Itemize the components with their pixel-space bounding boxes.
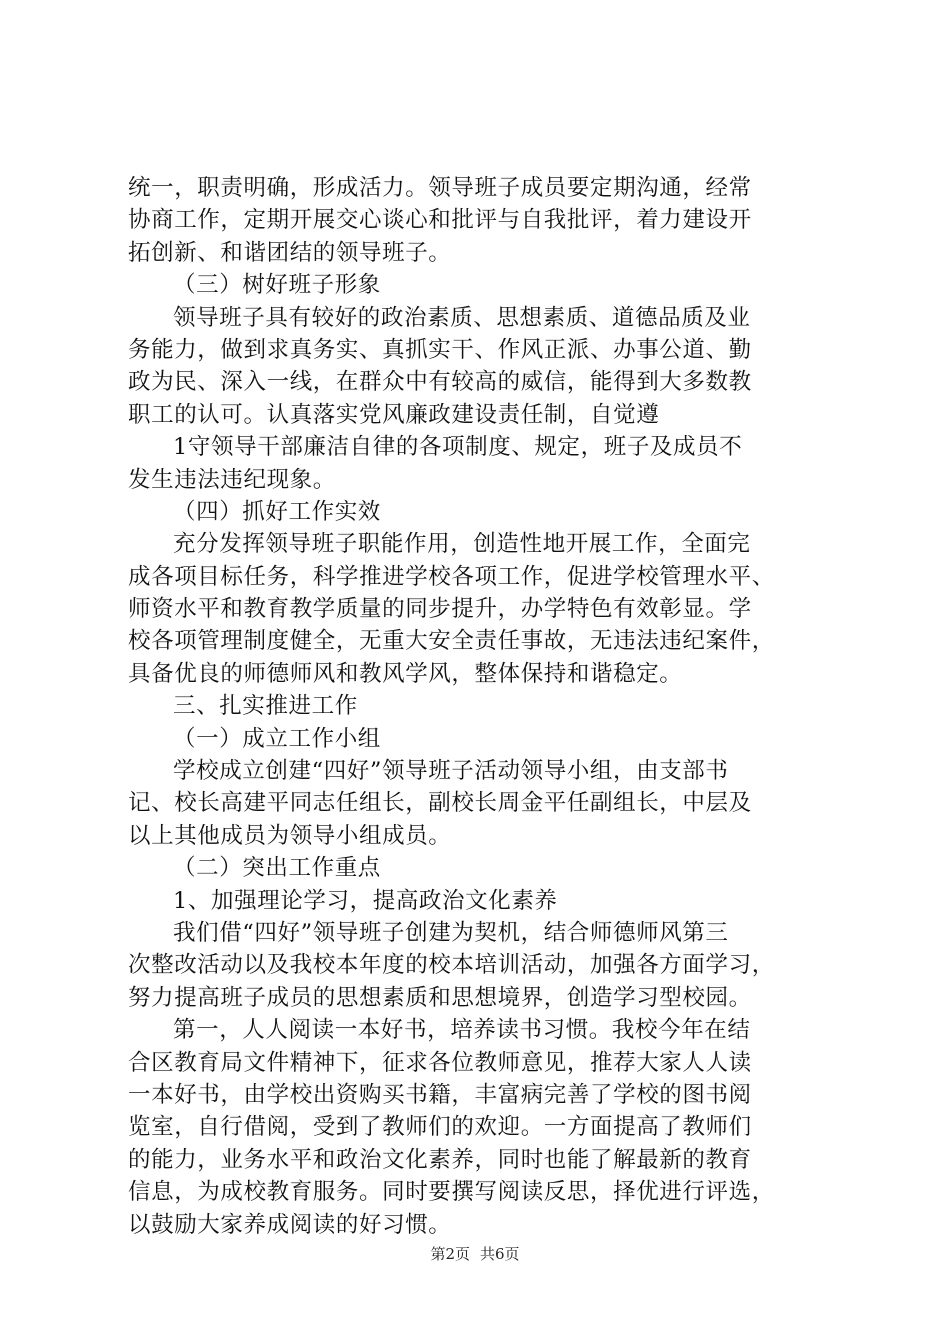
body-text-line: （一）成立工作小组 — [173, 725, 381, 752]
body-text-line: 合区教育局文件精神下，征求各位教师意见，推荐大家人人读 — [128, 1049, 752, 1076]
body-text-line: 发生违法违纪现象。 — [128, 466, 336, 493]
body-text-line: 职工的认可。认真落实党风廉政建设责任制，自觉遵 — [128, 401, 660, 428]
body-text-line: 领导班子具有较好的政治素质、思想素质、道德品质及业 — [173, 304, 751, 331]
body-text-line: 学校成立创建“四好”领导班子活动领导小组，由支部书 — [173, 758, 729, 785]
body-text-line: 1守领导干部廉洁自律的各项制度、规定，班子及成员不 — [173, 434, 743, 461]
page-footer — [0, 1243, 950, 1264]
body-text-line: 具备优良的师德师风和教风学风，整体保持和谐稳定。 — [128, 660, 683, 687]
body-text-line: 努力提高班子成员的思想素质和思想境界，创造学习型校园。 — [128, 984, 752, 1011]
body-text-line: （四）抓好工作实效 — [173, 498, 381, 525]
body-text-line: 统一，职责明确，形成活力。领导班子成员要定期沟通，经常 — [128, 175, 752, 201]
body-text-line: 一本好书，由学校出资购买书籍，丰富病完善了学校的图书阅 — [128, 1081, 752, 1108]
body-text-line: 以上其他成员为领导小组成员。 — [128, 822, 452, 849]
body-text-line: 三、扎实推进工作 — [173, 693, 358, 720]
body-text-line: （二）突出工作重点 — [173, 855, 381, 882]
body-text-line: 记、校长高建平同志任组长，副校长周金平任副组长，中层及 — [128, 790, 752, 817]
body-text-line: 信息，为成校教育服务。同时要撰写阅读反思，择优进行评选， — [128, 1179, 775, 1206]
body-text-line: 政为民、深入一线，在群众中有较高的威信，能得到大多数教 — [128, 369, 752, 396]
document-body — [128, 172, 828, 1241]
body-text-line: 师资水平和教育教学质量的同步提升，办学特色有效彰显。学 — [128, 596, 752, 623]
body-text-line: 务能力，做到求真务实、真抓实干、作风正派、办事公道、勤 — [128, 336, 752, 363]
body-text-line: 成各项目标任务，科学推进学校各项工作，促进学校管理水平、 — [128, 563, 775, 590]
body-text-line: 协商工作，定期开展交心谈心和批评与自我批评，着力建设开 — [128, 207, 752, 234]
body-text-line: 次整改活动以及我校本年度的校本培训活动，加强各方面学习， — [128, 952, 775, 979]
body-text-line: 第一，人人阅读一本好书，培养读书习惯。我校今年在结 — [173, 1017, 751, 1044]
body-text-line: 充分发挥领导班子职能作用，创造性地开展工作，全面完 — [173, 531, 751, 558]
body-text-line: 览室，自行借阅，受到了教师们的欢迎。一方面提高了教师们 — [128, 1114, 752, 1141]
body-text-line: 校各项管理制度健全，无重大安全责任事故，无违法违纪案件， — [128, 628, 775, 655]
body-text-line: 1、加强理论学习，提高政治文化素养 — [173, 887, 558, 914]
body-text-line: 拓创新、和谐团结的领导班子。 — [128, 239, 452, 266]
body-text-line: 的能力，业务水平和政治文化素养，同时也能了解最新的教育 — [128, 1146, 752, 1173]
page-number: 第2页 — [430, 1245, 470, 1263]
body-text-line: （三）树好班子形象 — [173, 272, 381, 299]
body-text-line: 我们借“四好”领导班子创建为契机，结合师德师风第三 — [173, 919, 729, 946]
body-text-line: 以鼓励大家养成阅读的好习惯。 — [128, 1211, 452, 1238]
page-total: 共6页 — [480, 1245, 520, 1263]
